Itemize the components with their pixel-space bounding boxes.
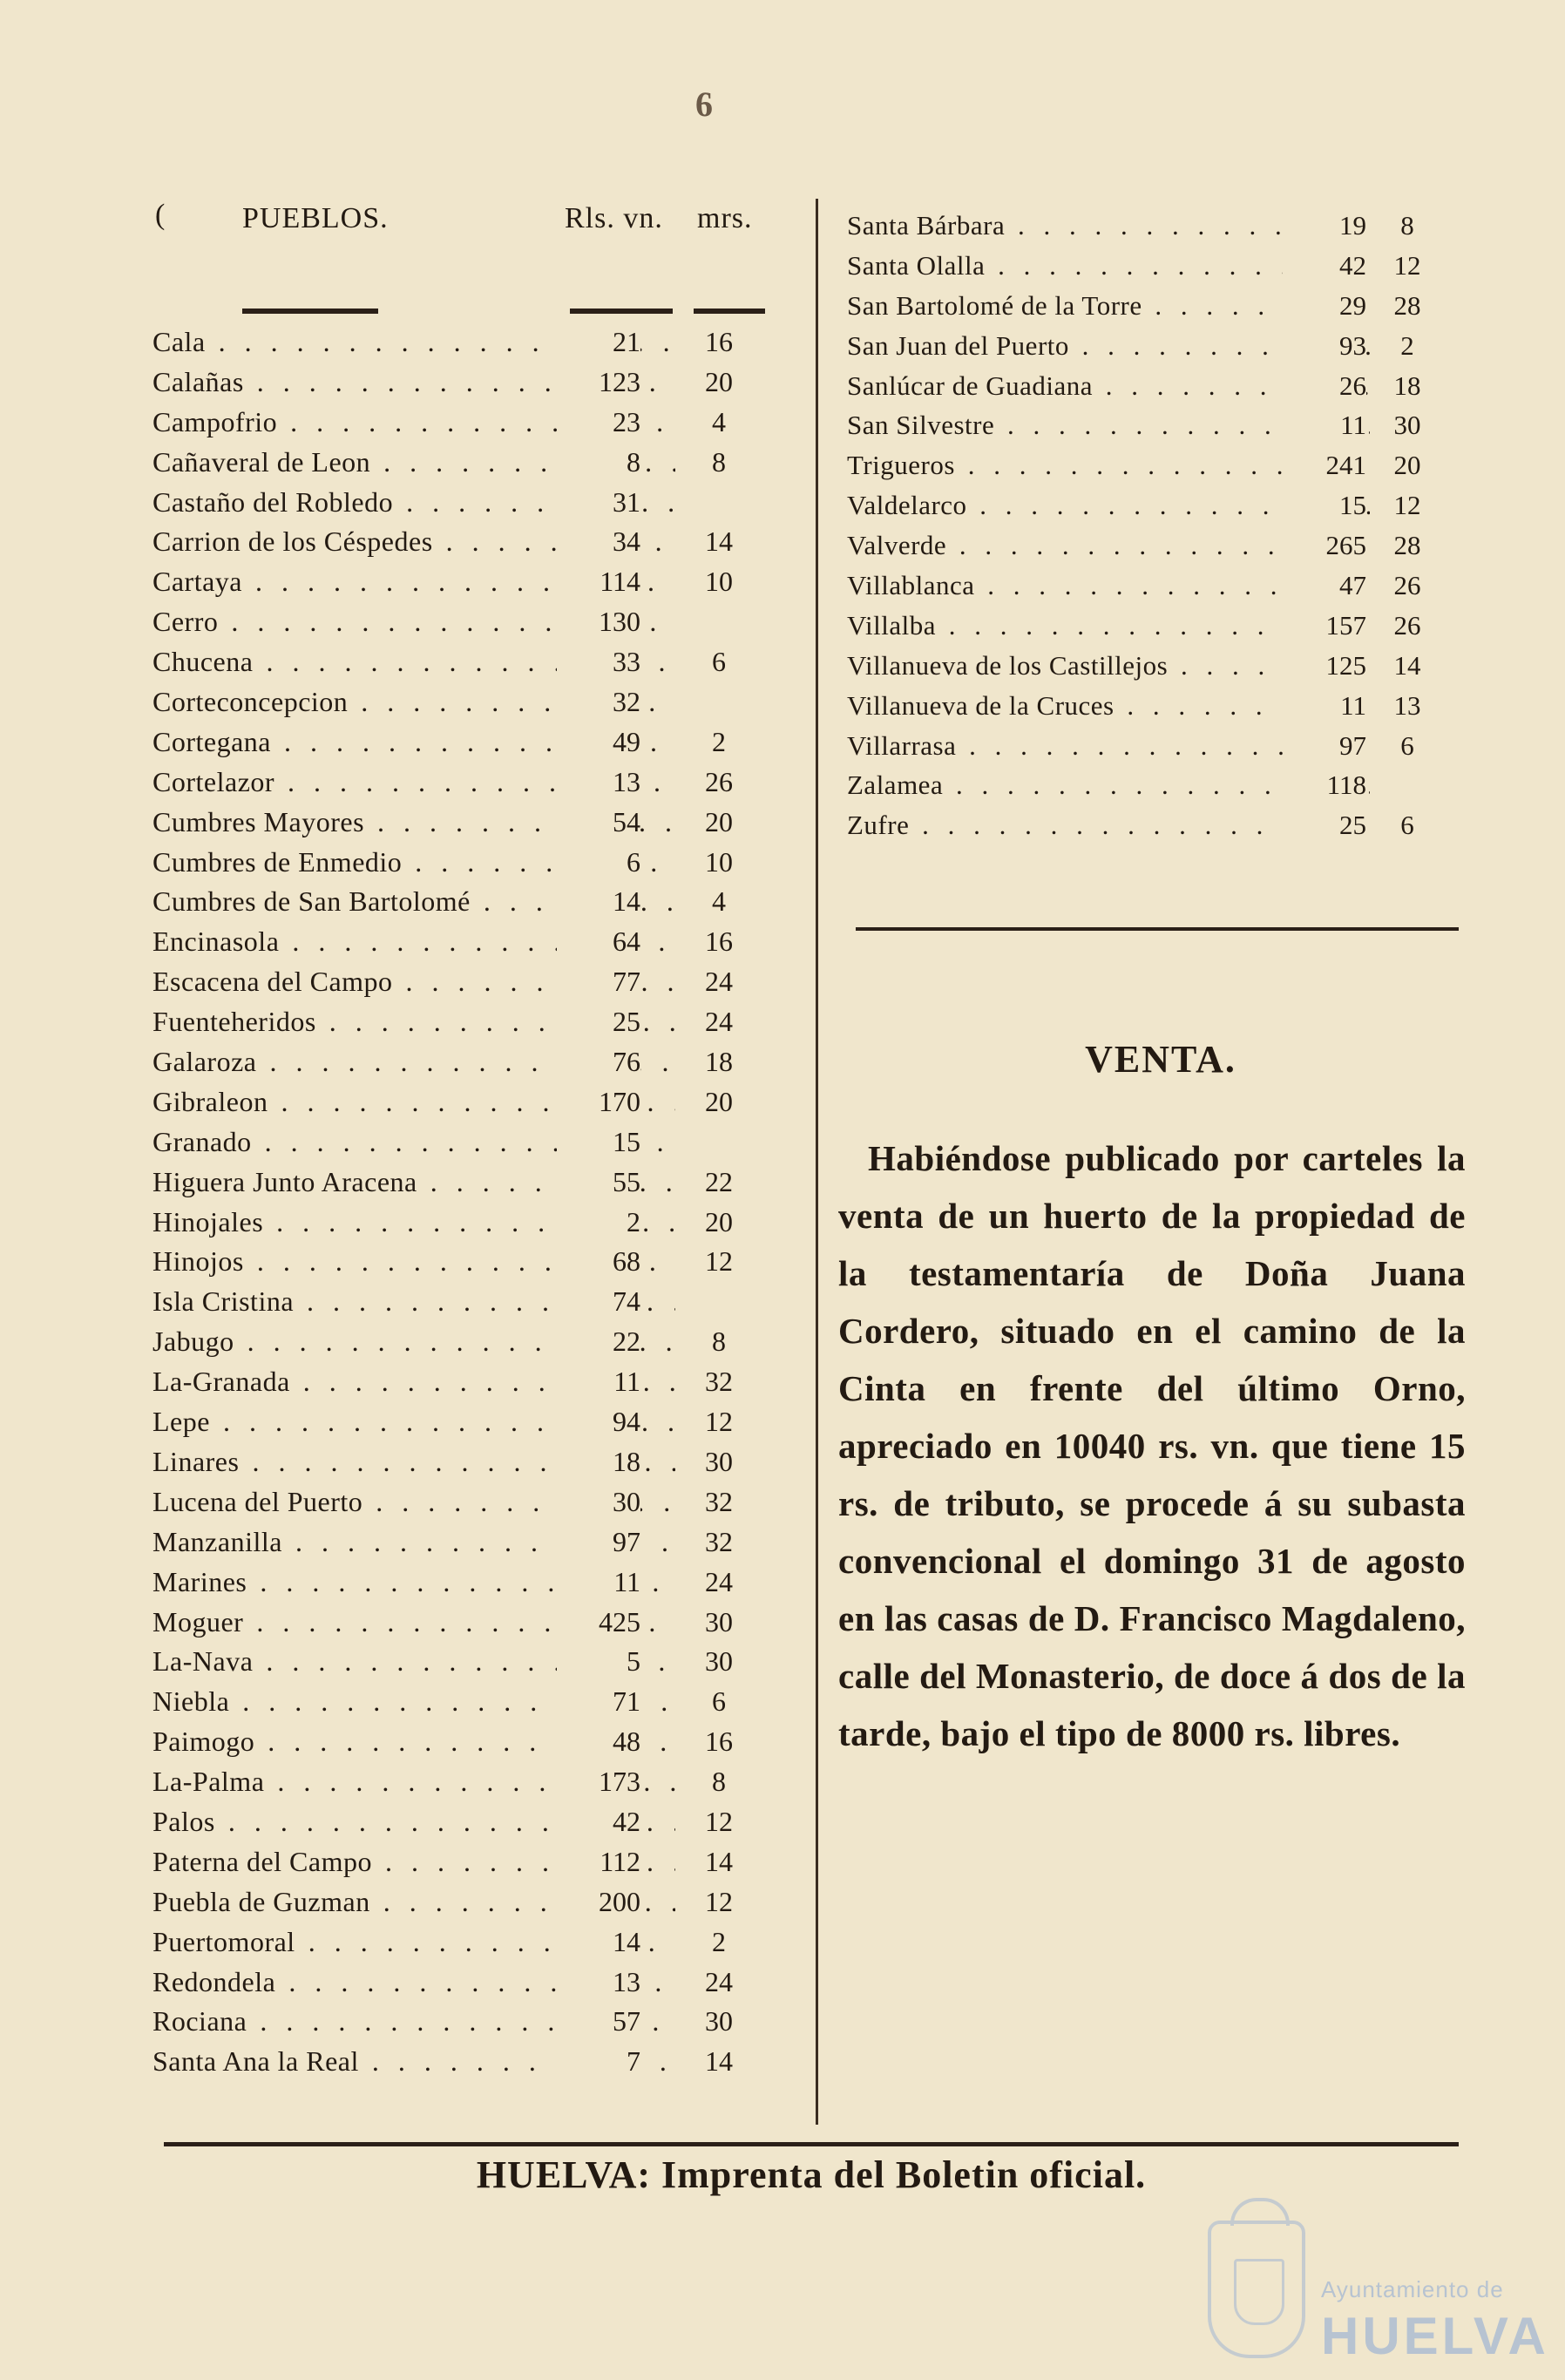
maravedis-value: 12 xyxy=(1393,490,1421,521)
column-divider xyxy=(816,199,818,2125)
town-name: Villalba . . . xyxy=(847,606,1370,646)
town-name: Valverde . . . xyxy=(847,525,1370,566)
town-name: San Juan del Puerto . . . xyxy=(847,326,1370,366)
reales-value: 93 xyxy=(1283,326,1366,366)
left-rows xyxy=(131,322,767,2082)
table-row xyxy=(847,686,1483,726)
venta-notice: Habiéndose publicado por carteles la venta de un huerto de la propiedad de la testamentaría de Doña Juana Cordero, situado en el camino de la Cinta en frente del último Orno, apreciado en 10040 rs. vn. que tiene 15 rs. de tributo, se procede á su subasta convencional el domingo 31 de agosto en las casas de D. Francisco Magdaleno, calle del Monasterio, de doce á dos de la tarde, bajo el tipo de 8000 rs. libres. xyxy=(838,1138,1466,1753)
maravedis-value: 24 xyxy=(705,966,733,998)
maravedis-value: 8 xyxy=(1400,210,1414,241)
table-row xyxy=(131,1762,767,1802)
table-row xyxy=(131,1082,767,1122)
maravedis-value: 32 xyxy=(705,1485,733,1517)
table-row xyxy=(131,1163,767,1203)
town-name: Villablanca . . . xyxy=(847,566,1370,606)
seal-icon xyxy=(1208,2221,1305,2358)
reales-value: 34 xyxy=(557,522,640,562)
town-name: Cumbres de Enmedio . . . xyxy=(152,843,675,883)
table-row xyxy=(131,1002,767,1042)
reales-value: 13 xyxy=(557,763,640,803)
maravedis-value: 30 xyxy=(705,1445,733,1477)
reales-value: 48 xyxy=(557,1722,640,1762)
maravedis-value: 26 xyxy=(1393,570,1421,601)
reales-value: 30 xyxy=(557,1482,640,1522)
town-name: Linares . . . xyxy=(152,1442,675,1482)
town-name: Cortegana . . . xyxy=(152,722,675,763)
maravedis-value: 24 xyxy=(705,1006,733,1038)
maravedis-value: 24 xyxy=(705,1565,733,1597)
table-row xyxy=(131,562,767,602)
table-row xyxy=(131,1922,767,1963)
town-name: Isla Cristina . . . xyxy=(152,1282,675,1322)
maravedis-value: 12 xyxy=(705,1406,733,1438)
reales-value: 76 xyxy=(557,1042,640,1082)
table-row xyxy=(847,246,1483,286)
page-number: 6 xyxy=(695,85,713,124)
maravedis-value: 20 xyxy=(705,1085,733,1117)
table-row xyxy=(131,1122,767,1163)
maravedis-value: 22 xyxy=(705,1165,733,1197)
table-row xyxy=(847,286,1483,326)
table-row xyxy=(131,1802,767,1842)
table-row xyxy=(847,445,1483,485)
header-maravedis: mrs. xyxy=(697,202,753,234)
maravedis-value: 12 xyxy=(705,1885,733,1917)
town-name: Moguer . . . xyxy=(152,1603,675,1643)
town-name: Villanueva de los Castillejos . . . xyxy=(847,646,1370,686)
table-row xyxy=(131,1563,767,1603)
table-row xyxy=(847,485,1483,525)
header-pueblos: PUEBLOS. xyxy=(242,202,389,234)
table-row xyxy=(131,363,767,403)
table-row xyxy=(131,1963,767,2003)
reales-value: 54 xyxy=(557,803,640,843)
reales-value: 26 xyxy=(1283,366,1366,406)
reales-value: 74 xyxy=(557,1282,640,1322)
reales-value: 21 xyxy=(557,322,640,363)
table-row xyxy=(131,722,767,763)
maravedis-value: 8 xyxy=(712,1766,726,1798)
maravedis-value: 10 xyxy=(705,566,733,598)
header-rule xyxy=(242,309,378,314)
table-row xyxy=(131,483,767,523)
table-row xyxy=(847,726,1483,766)
table-row xyxy=(847,646,1483,686)
town-name: Villanueva de la Cruces . . . xyxy=(847,686,1370,726)
town-name: La-Granada . . . xyxy=(152,1362,675,1402)
table-row xyxy=(847,525,1483,566)
reales-value: 112 xyxy=(557,1842,640,1882)
table-row xyxy=(131,322,767,363)
reales-value: 25 xyxy=(557,1002,640,1042)
reales-value: 94 xyxy=(557,1402,640,1442)
table-row xyxy=(131,803,767,843)
town-name: Carrion de los Céspedes . . . xyxy=(152,522,675,562)
table-row xyxy=(131,1402,767,1442)
venta-title: VENTA. xyxy=(1085,1038,1236,1081)
maravedis-value: 20 xyxy=(705,805,733,837)
town-name: Jabugo . . . xyxy=(152,1322,675,1362)
table-row xyxy=(131,443,767,483)
watermark-line2: HUELVA xyxy=(1321,2307,1549,2365)
reales-value: 130 xyxy=(557,602,640,642)
town-name: Cortelazor . . . xyxy=(152,763,675,803)
maravedis-value: 4 xyxy=(712,405,726,437)
table-row xyxy=(847,405,1483,445)
town-name: Santa Ana la Real . . . xyxy=(152,2042,675,2082)
maravedis-value: 20 xyxy=(705,365,733,397)
maravedis-value: 12 xyxy=(705,1805,733,1837)
maravedis-value: 16 xyxy=(705,326,733,357)
header-mark: ( xyxy=(155,199,166,231)
reales-value: 19 xyxy=(1283,206,1366,246)
maravedis-value: 14 xyxy=(705,525,733,558)
maravedis-value: 8 xyxy=(712,1326,726,1358)
maravedis-value: 14 xyxy=(1393,649,1421,681)
table-row xyxy=(131,1322,767,1362)
reales-value: 97 xyxy=(557,1522,640,1563)
maravedis-value: 14 xyxy=(705,1845,733,1877)
maravedis-value: 18 xyxy=(1393,370,1421,401)
reales-value: 265 xyxy=(1283,525,1366,566)
reales-value: 49 xyxy=(557,722,640,763)
table-row xyxy=(131,522,767,562)
town-name: Manzanilla . . . xyxy=(152,1522,675,1563)
reales-value: 5 xyxy=(557,1642,640,1682)
header-reales: Rls. vn. xyxy=(565,202,663,234)
table-row xyxy=(131,1522,767,1563)
reales-value: 47 xyxy=(1283,566,1366,606)
maravedis-value: 30 xyxy=(705,1605,733,1638)
maravedis-value: 20 xyxy=(705,1205,733,1237)
maravedis-value: 32 xyxy=(705,1525,733,1557)
footer-rule xyxy=(164,2142,1459,2146)
reales-value: 64 xyxy=(557,922,640,962)
table-row xyxy=(131,1882,767,1922)
town-name: Trigueros . . . xyxy=(847,445,1370,485)
town-name: La-Nava . . . xyxy=(152,1642,675,1682)
reales-value: 14 xyxy=(557,1922,640,1963)
town-name: La-Palma . . . xyxy=(152,1762,675,1802)
maravedis-value: 4 xyxy=(712,885,726,918)
table-row xyxy=(131,1362,767,1402)
town-name: Encinasola . . . xyxy=(152,922,675,962)
reales-value: 114 xyxy=(557,562,640,602)
town-name: Calañas . . . xyxy=(152,363,675,403)
maravedis-value: 18 xyxy=(705,1046,733,1078)
reales-value: 11 xyxy=(557,1362,640,1402)
town-name: Lucena del Puerto . . . xyxy=(152,1482,675,1522)
table-row xyxy=(847,606,1483,646)
town-name: Puebla de Guzman . . . xyxy=(152,1882,675,1922)
reales-value: 14 xyxy=(557,882,640,922)
right-rows xyxy=(847,206,1483,845)
table-row xyxy=(131,2002,767,2042)
maravedis-value: 10 xyxy=(705,845,733,878)
table-row xyxy=(131,763,767,803)
town-name: Lepe . . . xyxy=(152,1402,675,1442)
table-row xyxy=(131,1242,767,1282)
table-row xyxy=(131,1642,767,1682)
reales-value: 25 xyxy=(1283,805,1366,845)
reales-value: 71 xyxy=(557,1682,640,1722)
town-name: Marines . . . xyxy=(152,1563,675,1603)
town-name: Granado . . . xyxy=(152,1122,675,1163)
town-name: Cumbres Mayores . . . xyxy=(152,803,675,843)
reales-value: 42 xyxy=(557,1802,640,1842)
reales-value: 33 xyxy=(557,642,640,682)
town-name: San Silvestre . . . xyxy=(847,405,1370,445)
maravedis-value: 12 xyxy=(705,1245,733,1278)
maravedis-value: 20 xyxy=(1393,450,1421,481)
town-name: Hinojos . . . xyxy=(152,1242,675,1282)
reales-value: 173 xyxy=(557,1762,640,1802)
table-row xyxy=(131,1442,767,1482)
reales-value: 425 xyxy=(557,1603,640,1643)
printer-imprint: HUELVA: Imprenta del Boletin oficial. xyxy=(476,2153,1147,2196)
town-name: Zalamea . . . xyxy=(847,765,1370,805)
maravedis-value: 16 xyxy=(705,926,733,958)
town-name: Escacena del Campo . . . xyxy=(152,962,675,1002)
town-name: Cumbres de San Bartolomé . . . xyxy=(152,882,675,922)
table-row xyxy=(847,326,1483,366)
reales-value: 11 xyxy=(1283,405,1366,445)
maravedis-value: 16 xyxy=(705,1726,733,1758)
section-rule xyxy=(856,927,1459,931)
table-row xyxy=(131,2042,767,2082)
town-name: Paimogo . . . xyxy=(152,1722,675,1762)
reales-value: 170 xyxy=(557,1082,640,1122)
reales-value: 23 xyxy=(557,403,640,443)
town-name: Paterna del Campo . . . xyxy=(152,1842,675,1882)
town-name: Cañaveral de Leon . . . xyxy=(152,443,675,483)
maravedis-value: 28 xyxy=(1393,289,1421,321)
table-row xyxy=(847,206,1483,246)
reales-value: 15 xyxy=(557,1122,640,1163)
town-name: Corteconcepcion . . . xyxy=(152,682,675,722)
maravedis-value: 14 xyxy=(705,2045,733,2078)
town-name: Sanlúcar de Guadiana . . . xyxy=(847,366,1370,406)
maravedis-value: 8 xyxy=(712,445,726,478)
table-row xyxy=(131,1842,767,1882)
maravedis-value: 12 xyxy=(1393,249,1421,281)
maravedis-value: 26 xyxy=(705,765,733,797)
town-name: San Bartolomé de la Torre . . . xyxy=(847,286,1370,326)
town-name: Puertomoral . . . xyxy=(152,1922,675,1963)
town-name: Cala . . . xyxy=(152,322,675,363)
table-row xyxy=(131,922,767,962)
reales-value: 15 xyxy=(1283,485,1366,525)
table-row xyxy=(131,1682,767,1722)
town-name: Hinojales . . . xyxy=(152,1203,675,1243)
header-rule xyxy=(694,309,765,314)
table-row xyxy=(131,403,767,443)
header-rules xyxy=(131,237,767,286)
town-name: Zufre . . . xyxy=(847,805,1370,845)
reales-value: 18 xyxy=(557,1442,640,1482)
reales-value: 2 xyxy=(557,1203,640,1243)
table-row xyxy=(847,765,1483,805)
maravedis-value: 6 xyxy=(1400,729,1414,761)
table-row xyxy=(131,1203,767,1243)
reales-value: 55 xyxy=(557,1163,640,1203)
table-row xyxy=(131,962,767,1002)
town-name: Galaroza . . . xyxy=(152,1042,675,1082)
reales-value: 22 xyxy=(557,1322,640,1362)
maravedis-value: 30 xyxy=(705,2005,733,2038)
table-row xyxy=(847,805,1483,845)
reales-value: 200 xyxy=(557,1882,640,1922)
town-name: Castaño del Robledo . . . xyxy=(152,483,675,523)
reales-value: 97 xyxy=(1283,726,1366,766)
town-name: Niebla . . . xyxy=(152,1682,675,1722)
reales-value: 6 xyxy=(557,843,640,883)
reales-value: 7 xyxy=(557,2042,640,2082)
table-row xyxy=(131,1282,767,1322)
maravedis-value: 2 xyxy=(712,725,726,757)
reales-value: 42 xyxy=(1283,246,1366,286)
maravedis-value: 26 xyxy=(1393,609,1421,641)
reales-value: 11 xyxy=(557,1563,640,1603)
maravedis-value: 6 xyxy=(712,1685,726,1718)
maravedis-value: 30 xyxy=(705,1645,733,1678)
table-row xyxy=(131,1482,767,1522)
town-name: Rociana . . . xyxy=(152,2002,675,2042)
town-name: Palos . . . xyxy=(152,1802,675,1842)
table-row xyxy=(131,642,767,682)
town-name: Villarrasa . . . xyxy=(847,726,1370,766)
reales-value: 118 xyxy=(1283,765,1366,805)
reales-value: 11 xyxy=(1283,686,1366,726)
town-name: Cartaya . . . xyxy=(152,562,675,602)
reales-value: 68 xyxy=(557,1242,640,1282)
town-name: Valdelarco . . . xyxy=(847,485,1370,525)
reales-value: 241 xyxy=(1283,445,1366,485)
maravedis-value: 2 xyxy=(712,1925,726,1957)
maravedis-value: 32 xyxy=(705,1366,733,1398)
reales-value: 32 xyxy=(557,682,640,722)
table-row xyxy=(131,1603,767,1643)
reales-value: 77 xyxy=(557,962,640,1002)
reales-value: 157 xyxy=(1283,606,1366,646)
table-row xyxy=(131,882,767,922)
table-row xyxy=(847,566,1483,606)
reales-value: 8 xyxy=(557,443,640,483)
maravedis-value: 30 xyxy=(1393,410,1421,441)
table-row xyxy=(131,1042,767,1082)
watermark-line1: Ayuntamiento de xyxy=(1321,2276,1504,2302)
table-row xyxy=(131,1722,767,1762)
table-row xyxy=(847,366,1483,406)
reales-value: 13 xyxy=(557,1963,640,2003)
header-rule xyxy=(570,309,673,314)
table-header xyxy=(131,199,767,237)
maravedis-value: 13 xyxy=(1393,689,1421,721)
reales-value: 125 xyxy=(1283,646,1366,686)
maravedis-value: 6 xyxy=(1400,810,1414,841)
reales-value: 123 xyxy=(557,363,640,403)
town-name: Campofrio . . . xyxy=(152,403,675,443)
maravedis-value: 2 xyxy=(1400,329,1414,361)
reales-value: 57 xyxy=(557,2002,640,2042)
left-column-table xyxy=(131,199,767,2078)
town-name: Santa Olalla . . . xyxy=(847,246,1370,286)
maravedis-value: 28 xyxy=(1393,530,1421,561)
maravedis-value: 6 xyxy=(712,646,726,678)
town-name: Gibraleon . . . xyxy=(152,1082,675,1122)
reales-value: 29 xyxy=(1283,286,1366,326)
town-name: Redondela . . . xyxy=(152,1963,675,2003)
town-name: Cerro . . . xyxy=(152,602,675,642)
town-name: Higuera Junto Aracena . . . xyxy=(152,1163,675,1203)
table-row xyxy=(131,682,767,722)
town-name: Santa Bárbara . . . xyxy=(847,206,1370,246)
maravedis-value: 24 xyxy=(705,1965,733,1997)
town-name: Fuenteheridos . . . xyxy=(152,1002,675,1042)
reales-value: 31 xyxy=(557,483,640,523)
table-row xyxy=(131,843,767,883)
town-name: Chucena . . . xyxy=(152,642,675,682)
table-row xyxy=(131,602,767,642)
